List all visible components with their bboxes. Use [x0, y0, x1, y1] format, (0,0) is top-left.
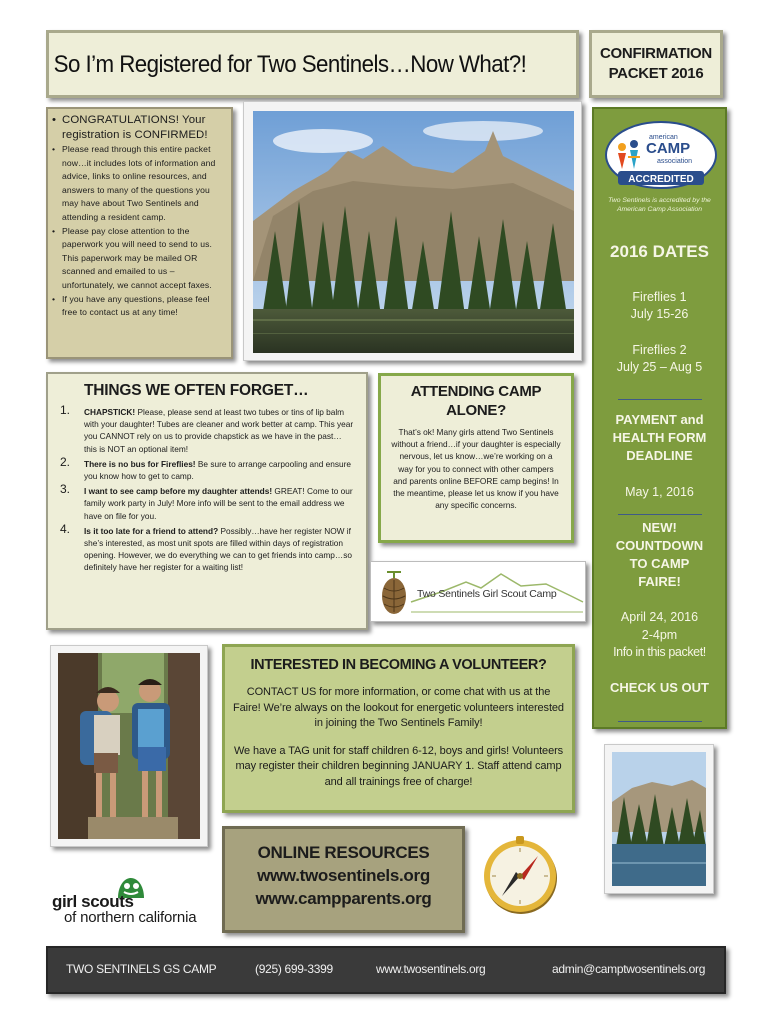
camp-banner: [370, 561, 586, 622]
packet-label: [592, 33, 720, 84]
lake-image: [612, 752, 706, 886]
faire-line-3: TO CAMP: [629, 556, 690, 571]
link-campparents[interactable]: www.campparents.org: [255, 889, 432, 908]
alone-text: That’s ok! Many girls attend Two Sentinels without a friend…if your daughter is especially nervous, let us know…we’re working on a way for you to connect with other campers and parents online BEFORE camp begins! In the meantime, please let us know if you have any specific concerns.: [391, 427, 561, 511]
forget-item: 4. Is it too late for a friend to attend? Possibly…have her register NOW if she’s interested, as most unit spots are filled within days of registration opening. However, we do everything we can to get friends into camp…so definitely have her register for a waiting list!: [60, 521, 352, 573]
svg-text:association: association: [657, 158, 693, 165]
payment-line-2: HEALTH FORM: [612, 430, 707, 445]
faire-info: Info in this packet!: [613, 645, 706, 659]
faire-time: 2-4pm: [641, 628, 678, 642]
volunteer-text-1: CONTACT US for more information, or come chat with us at the Faire! We’re always on the lookout for energetic volunteers interested in joining the Two Sentinels Family!: [233, 686, 564, 730]
attending-alone-box: [378, 373, 574, 543]
campers-image: [58, 653, 200, 839]
faire-date: April 24, 2016: [620, 610, 699, 624]
intro-list: [62, 113, 227, 320]
things-we-forget-box: [46, 372, 368, 630]
packet-label-box: [589, 30, 723, 98]
footer-phone[interactable]: (925) 699-3399: [255, 962, 333, 976]
gs-name: girl scouts: [52, 892, 134, 911]
forget-item: 3. I want to see camp before my daughter attends! GREAT! Come to our family work party in July! More info will be sent to the email address we have on file for you.: [60, 482, 353, 521]
check-us-out[interactable]: CHECK US OUT: [610, 680, 709, 695]
forget-item: 2. There is no bus for Fireflies! Be sure to arrange carpooling and ensure you know how to get to camp.: [60, 454, 352, 482]
packet-line-2: PACKET 2016: [608, 65, 704, 82]
title-box: [46, 30, 579, 98]
compass-icon: [480, 834, 560, 916]
hero-photo: [243, 101, 582, 361]
svg-text:american: american: [649, 134, 678, 141]
divider: [618, 514, 702, 515]
footer-bar: [46, 946, 726, 994]
dates-title: 2016 DATES: [610, 242, 709, 261]
sidebar-lake-photo: [604, 744, 714, 894]
payment-date: May 1, 2016: [625, 485, 694, 499]
forget-title: THINGS WE OFTEN FORGET…: [84, 382, 309, 399]
intro-item: • Please read through this entire packet now…it includes lots of information and advice, links to online resources, and answers to many of the questions you may have about Two Sentinels and attending a resident camp.: [62, 143, 227, 225]
payment-line-1: PAYMENT and: [615, 412, 704, 427]
fireflies2-dates: July 25 – Aug 5: [616, 360, 703, 374]
volunteer-text-2: We have a TAG unit for staff children 6-12, boys and girls! Volunteers may register their children beginning JANUARY 1. Staff attend camp and all trainings free of charge!: [233, 744, 564, 788]
forget-list: [60, 403, 354, 574]
divider: [618, 721, 702, 722]
forget-item: 1. CHAPSTICK! Please, please send at least two tubes or tins of lip balm with your daughter! Tubes are cleaner and work better at camp. This year you CANNOT rely on us to provide chapstick as we have in the past…this is NOT an optional item!: [60, 403, 354, 454]
link-twosentinels[interactable]: www.twosentinels.org: [257, 866, 430, 885]
sidebar: [592, 107, 727, 729]
svg-text:ACCREDITED: ACCREDITED: [628, 174, 694, 185]
campers-photo: [50, 645, 208, 847]
pinecone-icon: [377, 568, 411, 618]
aca-logo-icon: [602, 117, 720, 197]
intro-box: [46, 107, 233, 359]
camp-name: Two Sentinels Girl Scout Camp: [417, 588, 557, 600]
faire-line-4: FAIRE!: [638, 574, 681, 589]
fireflies2-label: Fireflies 2: [632, 343, 687, 357]
page-title: So I’m Registered for Two Sentinels…Now What?!: [53, 51, 527, 78]
lake-forest-image: [253, 111, 574, 353]
footer-email[interactable]: admin@camptwosentinels.org: [552, 962, 706, 976]
fireflies1-label: Fireflies 1: [632, 290, 687, 304]
fireflies1-dates: July 15-26: [630, 307, 689, 321]
volunteer-box: [222, 644, 575, 813]
footer-camp-name: TWO SENTINELS GS CAMP: [66, 962, 217, 976]
accreditation-text: Two Sentinels is accredited by the American Camp Association: [608, 197, 711, 213]
alone-title: ATTENDING CAMP ALONE?: [410, 383, 542, 419]
intro-item: • CONGRATULATIONS! Your registration is CONFIRMED!: [62, 113, 227, 143]
girl-scouts-logo: [50, 870, 210, 930]
faire-line-1: NEW!: [642, 520, 677, 535]
faire-line-2: COUNTDOWN: [615, 538, 704, 553]
payment-line-3: DEADLINE: [626, 448, 693, 463]
gs-region: of northern california: [64, 909, 197, 926]
footer-website[interactable]: www.twosentinels.org: [376, 962, 486, 976]
volunteer-title: INTERESTED IN BECOMING A VOLUNTEER?: [250, 657, 547, 673]
online-title: ONLINE RESOURCES: [257, 843, 430, 862]
intro-item: • If you have any questions, please feel free to contact us at any time!: [62, 293, 227, 320]
packet-line-1: CONFIRMATION: [600, 45, 712, 62]
intro-item: • Please pay close attention to the paperwork you will need to send to us. This paperwork may be mailed OR scanned and emailed to us – unfortunately, we cannot accept faxes.: [62, 225, 227, 293]
svg-text:CAMP: CAMP: [646, 140, 691, 157]
online-resources-box: [222, 826, 465, 933]
divider: [618, 399, 702, 400]
